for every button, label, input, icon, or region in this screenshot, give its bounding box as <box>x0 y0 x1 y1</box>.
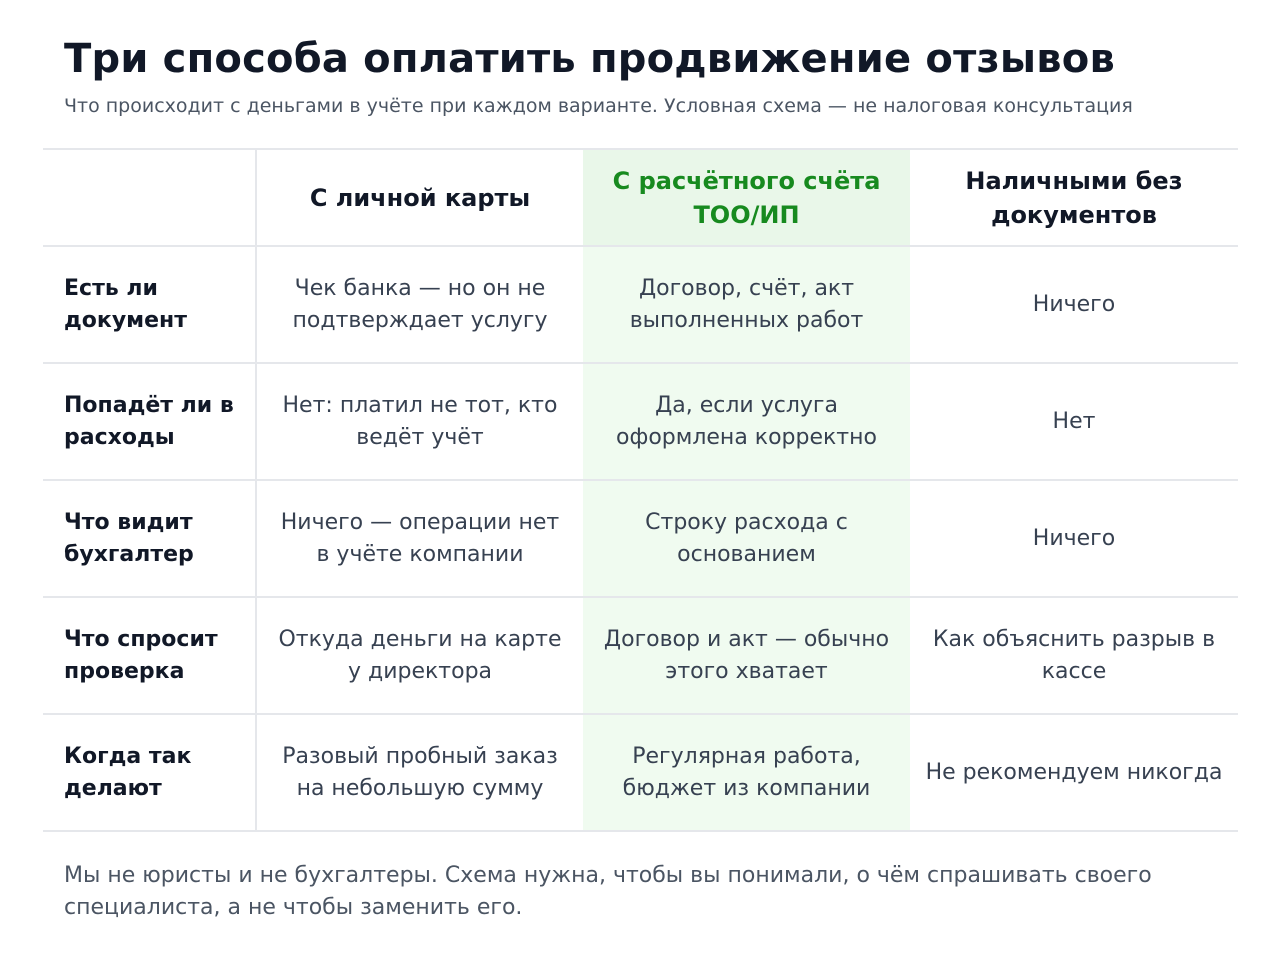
cell-business-account: Строку расхода с основанием <box>583 480 910 597</box>
cell-cash: Ничего <box>910 246 1238 363</box>
cell-business-account: Договор, счёт, акт выполненных работ <box>583 246 910 363</box>
table-row <box>43 597 1238 714</box>
table-row <box>43 714 1238 831</box>
row-label: Что видит бухгалтер <box>43 480 256 597</box>
header-empty-cell <box>43 149 256 246</box>
table-row <box>43 480 1238 597</box>
row-label: Есть ли документ <box>43 246 256 363</box>
cell-personal-card: Ничего — операции нет в учёте компании <box>256 480 583 597</box>
column-header-personal-card: С личной карты <box>256 149 583 246</box>
cell-cash: Нет <box>910 363 1238 480</box>
disclaimer-footnote: Мы не юристы и не бухгалтеры. Схема нужна, чтобы вы понимали, о чём спрашивать своего специалиста, а не чтобы заменить его. <box>64 863 1152 920</box>
page-title: Три способа оплатить продвижение отзывов <box>64 36 1115 82</box>
table-row <box>43 246 1238 363</box>
column-header-cash: Наличными без документов <box>910 149 1238 246</box>
cell-cash: Не рекомендуем никогда <box>925 759 1223 785</box>
row-label: Что спросит проверка <box>43 597 256 714</box>
column-header-business-account: С расчётного счёта ТОО/ИП <box>583 149 910 246</box>
page-subtitle: Что происходит с деньгами в учёте при каждом варианте. Условная схема — не налоговая консультация <box>64 95 1133 117</box>
cell-cash: Ничего <box>910 480 1238 597</box>
cell-cash: Как объяснить разрыв в кассе <box>910 597 1238 714</box>
cell-personal-card: Откуда деньги на карте у директора <box>256 597 583 714</box>
cell-personal-card: Чек банка — но он не подтверждает услугу <box>256 246 583 363</box>
cell-personal-card: Нет: платил не тот, кто ведёт учёт <box>256 363 583 480</box>
cell-business-account: Договор и акт — обычно этого хватает <box>583 597 910 714</box>
table-header-row <box>43 149 1238 246</box>
row-label: Когда так делают <box>64 743 192 801</box>
payment-comparison-table <box>43 148 1238 832</box>
cell-personal-card: Разовый пробный заказ на небольшую сумму <box>256 714 583 831</box>
cell-business-account: Регулярная работа, бюджет из компании <box>583 714 910 831</box>
row-label: Попадёт ли в расходы <box>43 363 256 480</box>
cell-business-account: Да, если услуга оформлена корректно <box>583 363 910 480</box>
table-row <box>43 363 1238 480</box>
